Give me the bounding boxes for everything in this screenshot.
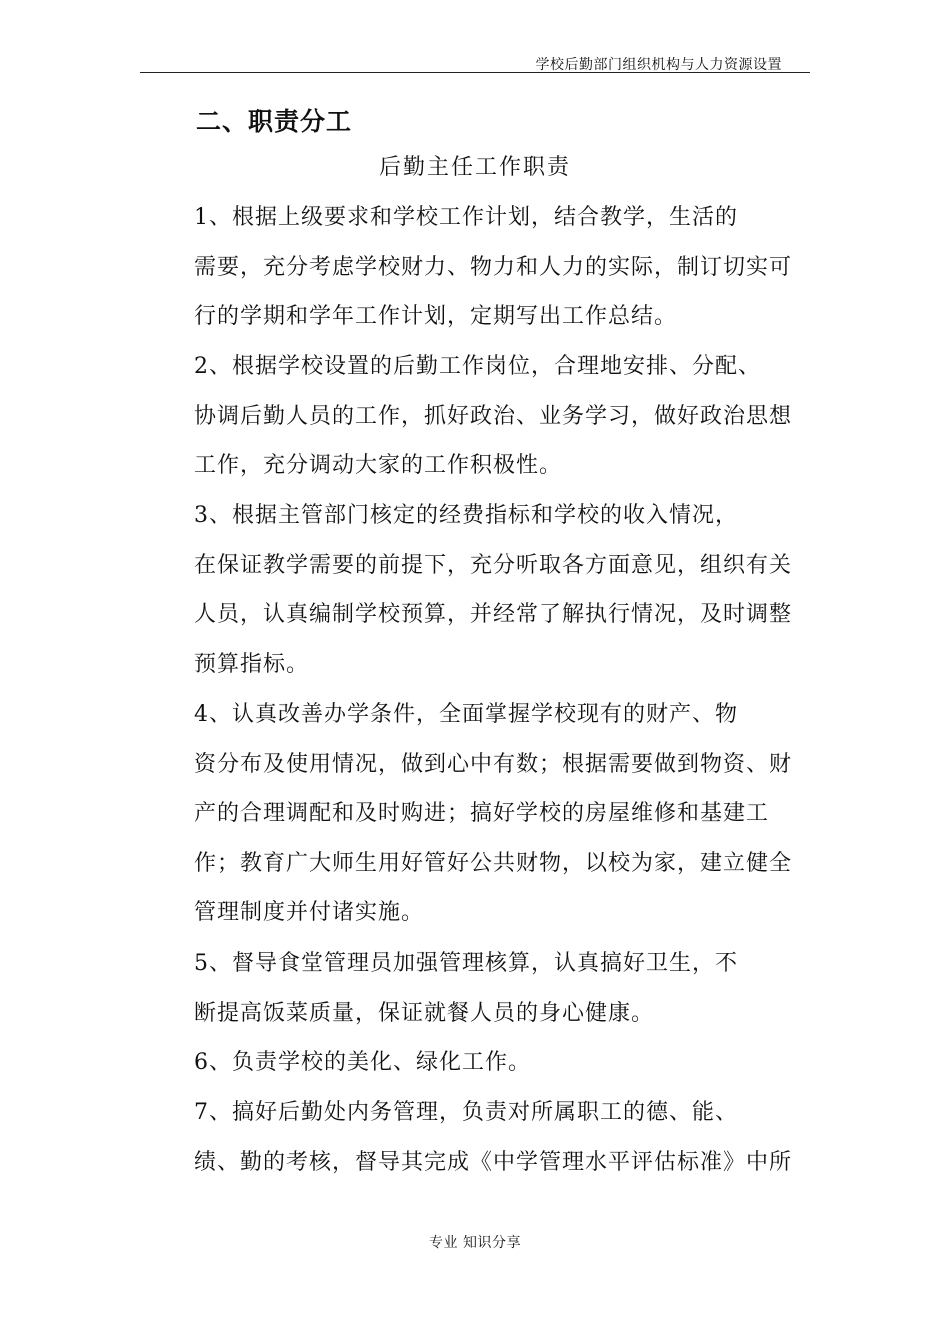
paragraph-line: 管理制度并付诸实施。 [194,900,425,925]
paragraph-5 [146,939,810,1038]
paragraph-line: 5、督导食堂管理员加强管理核算，认真搞好卫生，不 [194,951,738,976]
paragraph-7 [146,1088,810,1187]
paragraph-line: 3、根据主管部门核定的经费指标和学校的收入情况， [194,503,738,528]
running-header: 学校后勤部门组织机构与人力资源设置 [535,57,782,73]
paragraph-line: 工作，充分调动大家的工作积极性。 [194,453,563,478]
header-divider [140,72,810,73]
paragraph-1 [146,193,810,342]
document-title: 后勤主任工作职责 [378,155,571,180]
section-heading: 二、职责分工 [196,107,353,136]
paragraph-2 [146,342,810,491]
paragraph-4 [146,690,810,938]
paragraph-line: 预算指标。 [194,651,310,677]
paragraph-line: 4、认真改善办学条件，全面掌握学校现有的财产、物 [194,702,738,727]
paragraph-line: 断提高饭菜质量，保证就餐人员的身心健康。 [194,1000,655,1026]
paragraph-line: 绩、勤的考核，督导其完成《中学管理水平评估标准》中所 [194,1149,793,1175]
paragraph-line: 6、负责学校的美化、绿化工作。 [194,1050,531,1075]
paragraph-line: 作；教育广大师生用好管好公共财物，以校为家，建立健全 [194,850,793,876]
paragraph-line: 7、搞好后勤处内务管理，负责对所属职工的德、能、 [194,1100,738,1125]
paragraph-line: 产的合理调配和及时购进；搞好学校的房屋维修和基建工 [194,801,770,826]
paragraph-line: 协调后勤人员的工作，抓好政治、业务学习，做好政治思想 [194,403,793,429]
page-footer: 专业 知识分享 [429,1235,521,1251]
paragraph-line: 1、根据上级要求和学校工作计划，结合教学，生活的 [194,205,738,230]
paragraph-line: 行的学期和学年工作计划，定期写出工作总结。 [194,304,678,329]
paragraph-line: 2、根据学校设置的后勤工作岗位，合理地安排、分配、 [194,354,761,379]
paragraph-line: 需要，充分考虑学校财力、物力和人力的实际，制订切实可 [194,254,793,280]
paragraph-6 [146,1038,810,1088]
paragraph-line: 人员，认真编制学校预算，并经常了解执行情况，及时调整 [194,602,793,627]
paragraph-line: 在保证教学需要的前提下，充分听取各方面意见，组织有关 [194,552,793,578]
paragraph-line: 资分布及使用情况，做到心中有数；根据需要做到物资、财 [194,751,793,777]
paragraph-3 [146,491,810,689]
